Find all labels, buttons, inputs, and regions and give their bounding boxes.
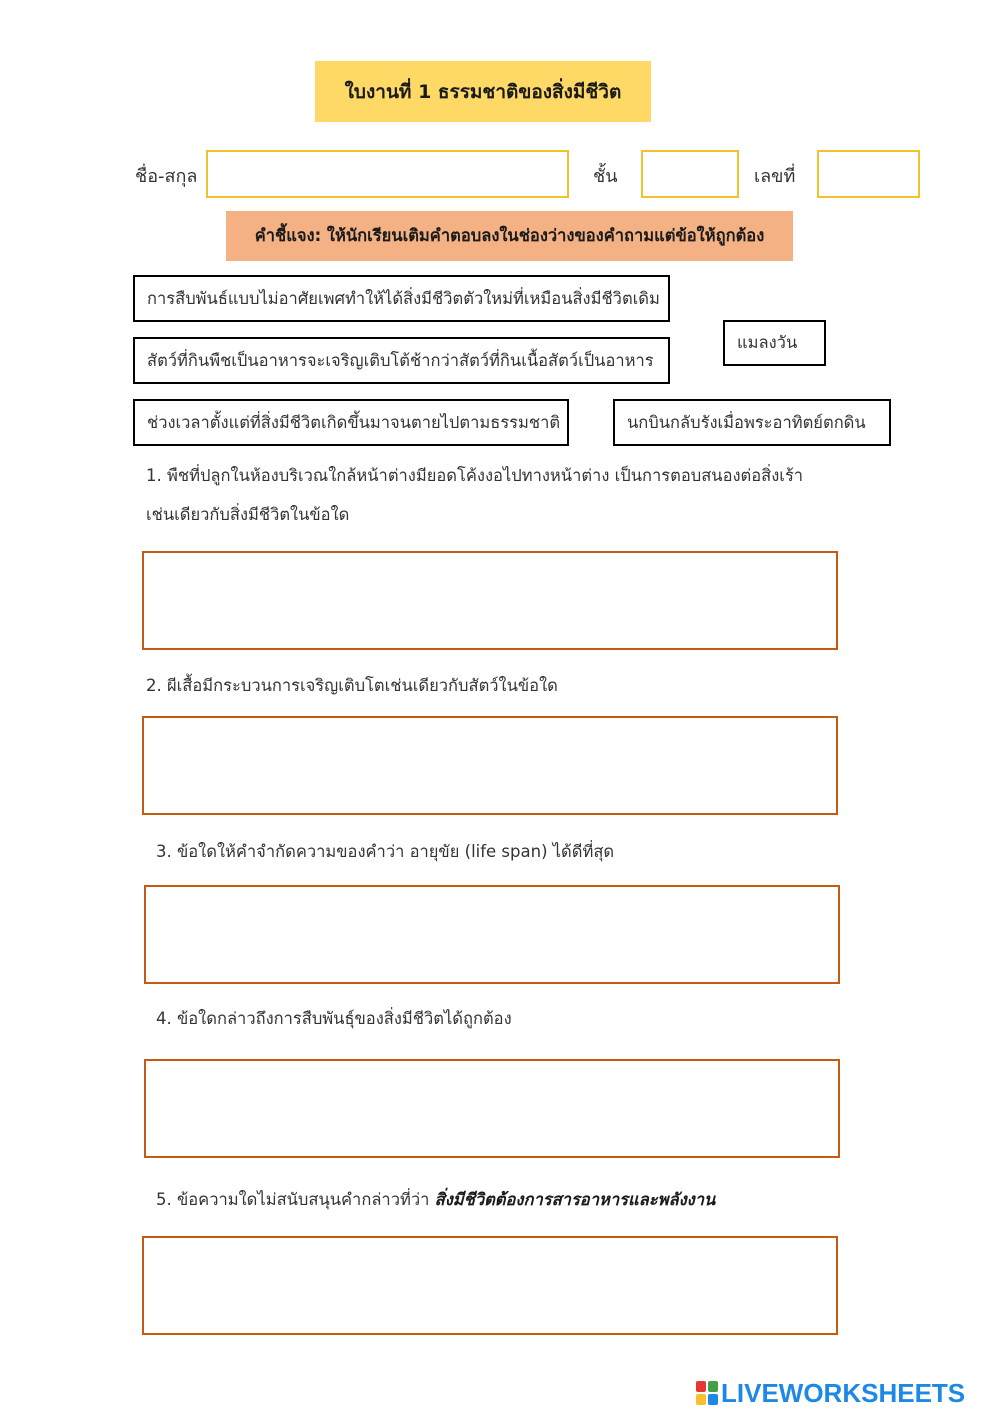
class-input[interactable] [641, 150, 739, 198]
name-input[interactable] [206, 150, 569, 198]
question-5-emphasis: สิ่งมีชีวิตต้องการสารอาหารและพลังงาน [434, 1190, 716, 1209]
question-5 [156, 1182, 715, 1218]
choice-card-5[interactable]: นกบินกลับรังเมื่อพระอาทิตย์ตกดิน [613, 399, 891, 446]
question-3: 3. ข้อใดให้คำจำกัดความของคำว่า อายุขัย (life span) ได้ดีที่สุด [156, 842, 615, 861]
liveworksheets-brand[interactable] [696, 1377, 996, 1409]
question-5-text: 5. ข้อความใดไม่สนับสนุนคำกล่าวที่ว่า [156, 1190, 430, 1209]
choice-card-4[interactable]: ช่วงเวลาตั้งแต่ที่สิ่งมีชีวิตเกิดขึ้นมาจนตายไปตามธรรมชาติ [133, 399, 569, 446]
question-4: 4. ข้อใดกล่าวถึงการสืบพันธุ์ของสิ่งมีชีวิตได้ถูกต้อง [156, 1009, 512, 1028]
question-1-line-1: 1. พืชที่ปลูกในห้องบริเวณใกล้หน้าต่างมียอดโค้งงอไปทางหน้าต่าง เป็นการตอบสนองต่อสิ่งเร้า [146, 466, 804, 485]
instruction-banner: คำชี้แจง: ให้นักเรียนเติมคำตอบลงในช่องว่างของคำถามแต่ข้อให้ถูกต้อง [226, 211, 793, 261]
choice-card-1[interactable]: การสืบพันธ์แบบไม่อาศัยเพศทำให้ได้สิ่งมีชีวิตตัวใหม่ที่เหมือนสิ่งมีชีวิตเดิม [133, 275, 670, 322]
question-1-line-2: เช่นเดียวกับสิ่งมีชีวิตในข้อใด [146, 505, 350, 524]
name-label: ชื่อ-สกุล [135, 166, 198, 187]
answer-box-4[interactable] [144, 1059, 840, 1158]
class-label: ชั้น [593, 166, 618, 187]
logo-cell-e [708, 1394, 718, 1405]
liveworksheets-logo-icon [696, 1381, 718, 1405]
logo-cell-i [708, 1381, 718, 1392]
number-input[interactable] [817, 150, 920, 198]
logo-cell-v [696, 1394, 706, 1405]
question-2: 2. ผีเสื้อมีกระบวนการเจริญเติบโตเช่นเดียวกับสัตว์ในข้อใด [146, 676, 558, 695]
choice-card-3[interactable]: แมลงวัน [723, 320, 826, 366]
brand-text: LIVEWORKSHEETS [721, 1377, 966, 1408]
answer-box-1[interactable] [142, 551, 838, 650]
logo-cell-l [696, 1381, 706, 1392]
answer-box-5[interactable] [142, 1236, 838, 1335]
worksheet-title: ใบงานที่ 1 ธรรมชาติของสิ่งมีชีวิต [315, 61, 651, 122]
number-label: เลขที่ [754, 166, 796, 187]
choice-card-2[interactable]: สัตว์ที่กินพืชเป็นอาหารจะเจริญเติบโต้ช้ากว่าสัตว์ที่กินเนื้อสัตว์เป็นอาหาร [133, 337, 670, 384]
answer-box-2[interactable] [142, 716, 838, 815]
answer-box-3[interactable] [144, 885, 840, 984]
